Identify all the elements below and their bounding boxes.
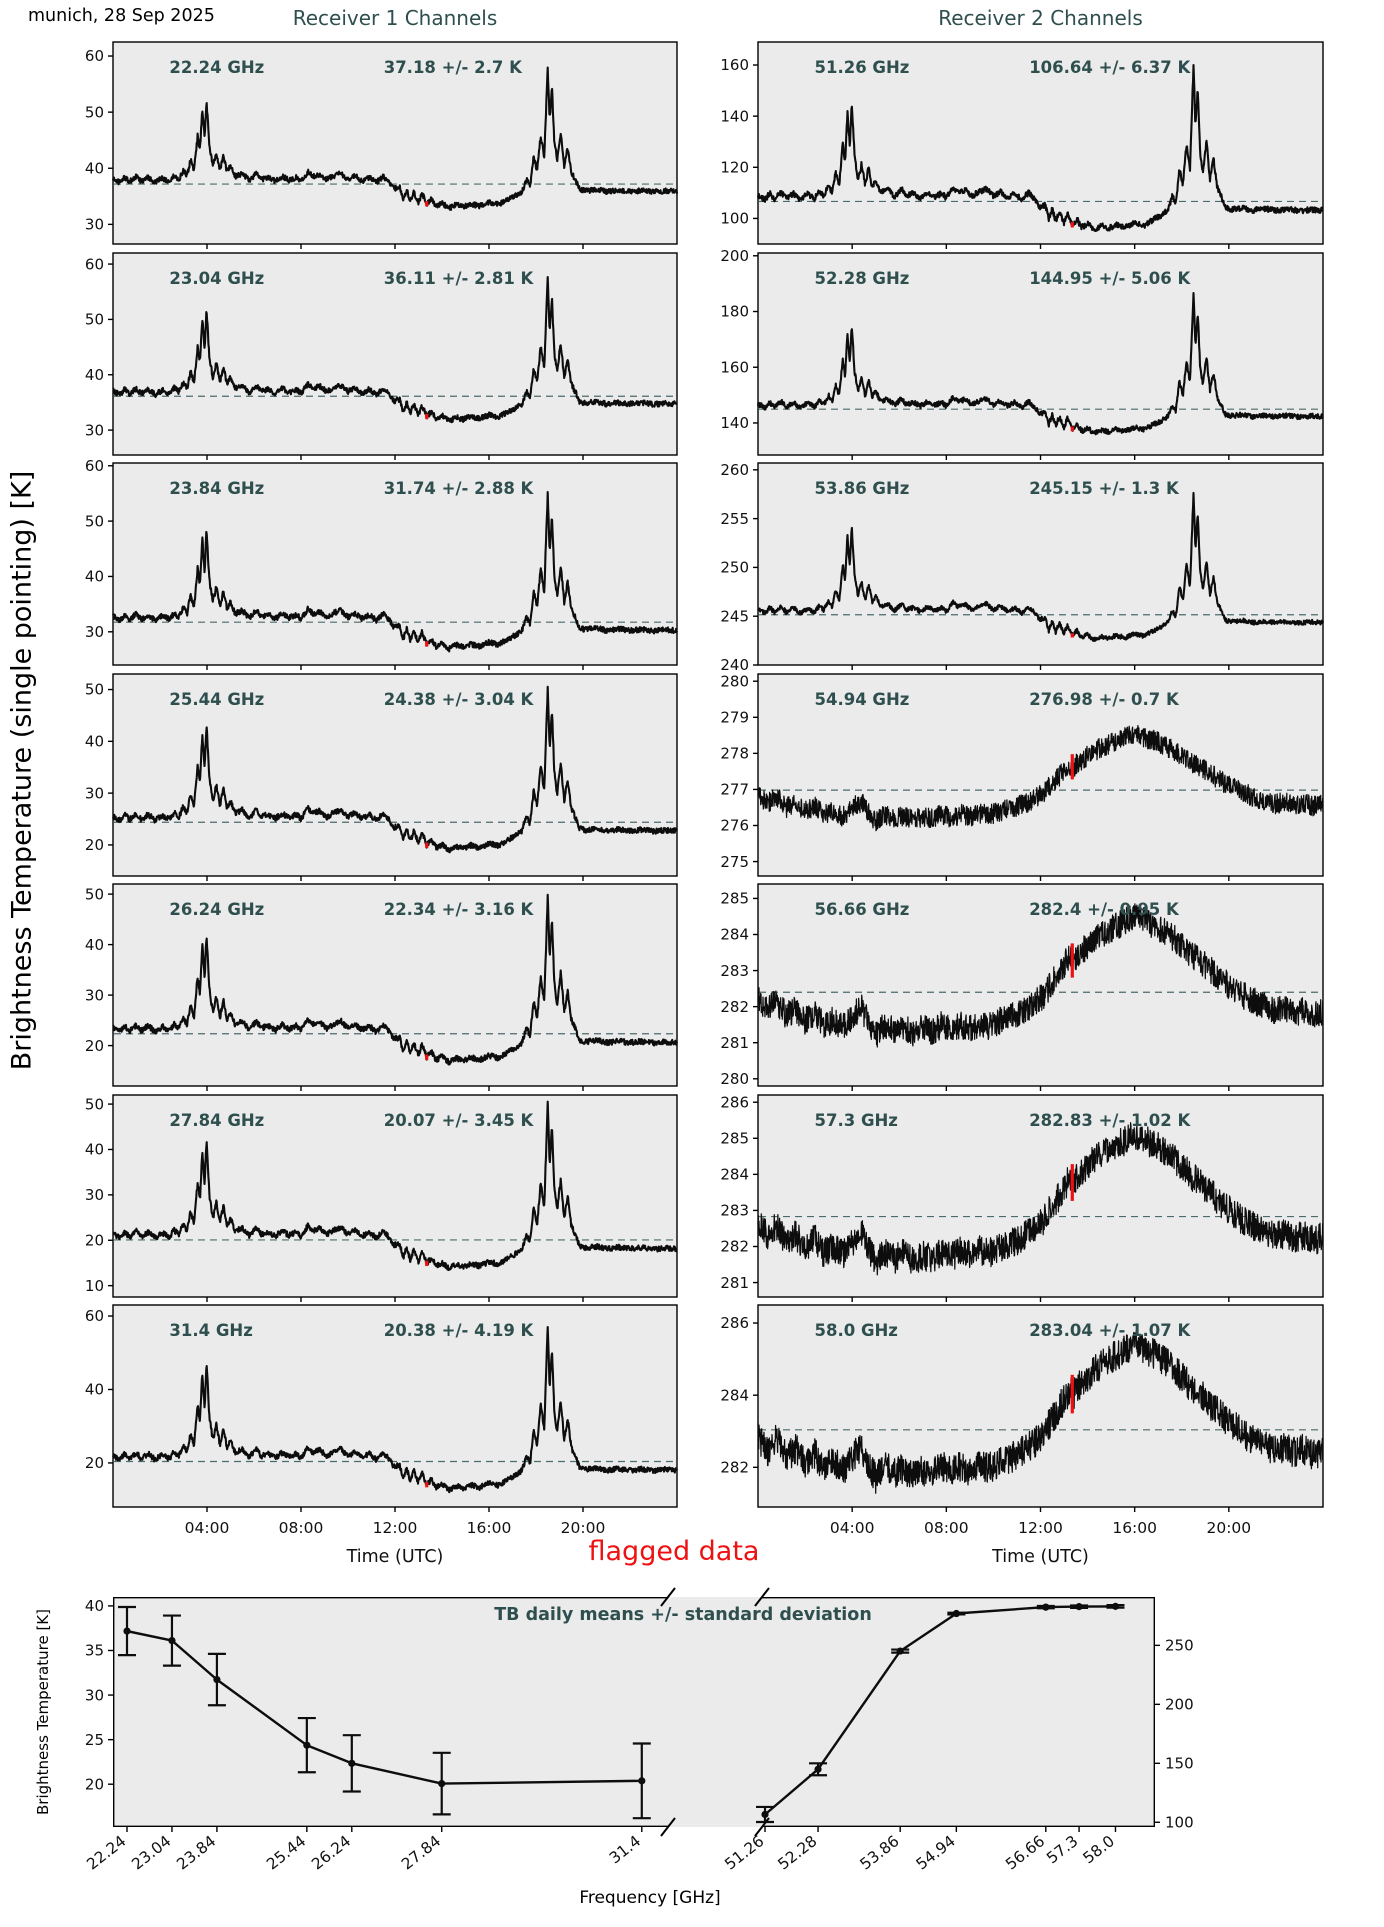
channel-mean-std-label: 245.15 +/- 1.3 K bbox=[1029, 479, 1179, 498]
channel-frequency-label: 23.04 GHz bbox=[169, 268, 265, 288]
svg-text:285: 285 bbox=[720, 889, 749, 908]
svg-text:23.04: 23.04 bbox=[128, 1831, 175, 1874]
svg-text:50: 50 bbox=[84, 512, 104, 531]
svg-text:30: 30 bbox=[84, 1686, 104, 1705]
timeseries-panel-52.28-GHz bbox=[720, 246, 1323, 455]
channel-frequency-label: 27.84 GHz bbox=[169, 1110, 265, 1130]
svg-text:26.24: 26.24 bbox=[308, 1831, 355, 1874]
channel-mean-std-label: 282.83 +/- 1.02 K bbox=[1029, 1110, 1191, 1130]
svg-text:282: 282 bbox=[720, 997, 749, 1016]
svg-text:275: 275 bbox=[720, 852, 749, 871]
svg-text:56.66: 56.66 bbox=[1002, 1831, 1049, 1874]
svg-text:60: 60 bbox=[84, 456, 104, 475]
svg-text:16:00: 16:00 bbox=[466, 1519, 512, 1537]
svg-text:40: 40 bbox=[84, 365, 104, 384]
channel-frequency-label: 51.26 GHz bbox=[814, 58, 910, 77]
channel-frequency-label: 22.24 GHz bbox=[169, 58, 265, 77]
svg-text:60: 60 bbox=[84, 1307, 104, 1326]
timeseries-panel-58.0-GHz bbox=[720, 1305, 1323, 1567]
svg-text:100: 100 bbox=[720, 209, 749, 228]
svg-text:200: 200 bbox=[1165, 1695, 1194, 1714]
svg-text:282: 282 bbox=[720, 1237, 749, 1256]
channel-mean-std-label: 20.38 +/- 4.19 K bbox=[383, 1321, 534, 1340]
svg-text:57.3: 57.3 bbox=[1043, 1831, 1082, 1868]
svg-text:40: 40 bbox=[84, 732, 104, 751]
svg-text:40: 40 bbox=[84, 1597, 104, 1616]
svg-text:140: 140 bbox=[720, 413, 749, 432]
summary-y-axis-label: Brightness Temperature [K] bbox=[34, 1609, 52, 1815]
svg-text:284: 284 bbox=[720, 925, 749, 944]
channel-mean-std-label: 24.38 +/- 3.04 K bbox=[383, 689, 534, 709]
svg-text:282: 282 bbox=[720, 1458, 749, 1477]
svg-text:30: 30 bbox=[84, 986, 104, 1005]
channel-frequency-label: 31.4 GHz bbox=[169, 1321, 253, 1340]
channel-mean-std-label: 144.95 +/- 5.06 K bbox=[1029, 268, 1191, 288]
svg-text:283: 283 bbox=[720, 961, 749, 980]
svg-text:23.84: 23.84 bbox=[173, 1831, 220, 1874]
svg-text:22.24: 22.24 bbox=[83, 1831, 130, 1874]
svg-text:35: 35 bbox=[84, 1641, 104, 1660]
channel-mean-std-label: 36.11 +/- 2.81 K bbox=[383, 268, 534, 288]
svg-text:150: 150 bbox=[1165, 1754, 1194, 1773]
svg-text:50: 50 bbox=[84, 310, 104, 329]
channel-frequency-label: 58.0 GHz bbox=[814, 1321, 898, 1340]
svg-text:50: 50 bbox=[84, 103, 104, 122]
svg-text:240: 240 bbox=[720, 656, 749, 675]
summary-chart-title: TB daily means +/- standard deviation bbox=[494, 1605, 872, 1625]
channel-frequency-label: 54.94 GHz bbox=[814, 689, 910, 709]
svg-text:20: 20 bbox=[84, 835, 104, 854]
svg-text:120: 120 bbox=[720, 158, 749, 177]
timeseries-panel-51.26-GHz bbox=[720, 42, 1323, 244]
svg-text:60: 60 bbox=[84, 47, 104, 66]
receiver2-title: Receiver 2 Channels bbox=[938, 6, 1143, 30]
svg-text:40: 40 bbox=[84, 159, 104, 178]
svg-text:40: 40 bbox=[84, 1140, 104, 1159]
svg-text:40: 40 bbox=[84, 567, 104, 586]
channel-mean-std-label: 20.07 +/- 3.45 K bbox=[383, 1110, 534, 1130]
svg-text:250: 250 bbox=[720, 558, 749, 577]
svg-text:20: 20 bbox=[84, 1230, 104, 1249]
svg-text:31.4: 31.4 bbox=[605, 1831, 645, 1868]
svg-text:160: 160 bbox=[720, 56, 749, 75]
svg-text:278: 278 bbox=[720, 744, 749, 763]
svg-text:284: 284 bbox=[720, 1165, 749, 1184]
svg-text:52.28: 52.28 bbox=[774, 1831, 821, 1874]
svg-text:180: 180 bbox=[720, 302, 749, 321]
svg-text:16:00: 16:00 bbox=[1112, 1519, 1158, 1537]
svg-text:20: 20 bbox=[84, 1775, 104, 1794]
svg-text:281: 281 bbox=[720, 1273, 749, 1292]
svg-text:30: 30 bbox=[84, 215, 104, 234]
timeseries-panel-56.66-GHz bbox=[720, 884, 1323, 1088]
svg-text:250: 250 bbox=[1165, 1636, 1194, 1655]
channel-mean-std-label: 283.04 +/- 1.07 K bbox=[1029, 1321, 1191, 1340]
svg-text:50: 50 bbox=[84, 885, 104, 904]
timeseries-panel-23.04-GHz bbox=[84, 253, 677, 455]
channel-frequency-label: 23.84 GHz bbox=[169, 479, 265, 498]
svg-text:53.86: 53.86 bbox=[856, 1831, 903, 1874]
summary-chart-svg bbox=[83, 1597, 1194, 1874]
svg-text:51.26: 51.26 bbox=[721, 1831, 768, 1874]
channel-mean-std-label: 282.4 +/- 0.95 K bbox=[1029, 900, 1179, 919]
svg-text:20:00: 20:00 bbox=[560, 1519, 606, 1537]
timeseries-panel-26.24-GHz bbox=[84, 884, 677, 1086]
channel-mean-std-label: 37.18 +/- 2.7 K bbox=[383, 58, 522, 77]
channel-frequency-label: 52.28 GHz bbox=[814, 268, 910, 288]
svg-text:286: 286 bbox=[720, 1314, 749, 1333]
shared-y-axis-label: Brightness Temperature (single pointing) [K] bbox=[6, 470, 38, 1070]
svg-text:25: 25 bbox=[84, 1730, 104, 1749]
svg-text:20:00: 20:00 bbox=[1206, 1519, 1252, 1537]
svg-text:245: 245 bbox=[720, 607, 749, 626]
timeseries-panel-54.94-GHz bbox=[720, 671, 1323, 876]
svg-text:10: 10 bbox=[84, 1276, 104, 1295]
flagged-data-label: flagged data bbox=[588, 1536, 760, 1567]
svg-text:04:00: 04:00 bbox=[184, 1519, 230, 1537]
timeseries-panel-25.44-GHz bbox=[84, 674, 677, 876]
frequency-x-axis-label: Frequency [GHz] bbox=[579, 1888, 721, 1908]
svg-text:50: 50 bbox=[84, 1094, 104, 1113]
channel-frequency-label: 56.66 GHz bbox=[814, 900, 910, 919]
svg-text:284: 284 bbox=[720, 1386, 749, 1405]
svg-text:283: 283 bbox=[720, 1201, 749, 1220]
channel-frequency-label: 57.3 GHz bbox=[814, 1110, 898, 1130]
channel-frequency-label: 25.44 GHz bbox=[169, 689, 265, 709]
channel-mean-std-label: 276.98 +/- 0.7 K bbox=[1029, 689, 1179, 709]
time-axis-label: Time (UTC) bbox=[346, 1547, 444, 1567]
svg-text:100: 100 bbox=[1165, 1813, 1194, 1832]
channel-frequency-label: 53.86 GHz bbox=[814, 479, 910, 498]
svg-text:08:00: 08:00 bbox=[923, 1519, 969, 1537]
svg-text:20: 20 bbox=[84, 1036, 104, 1055]
svg-text:286: 286 bbox=[720, 1092, 749, 1111]
svg-text:281: 281 bbox=[720, 1033, 749, 1052]
svg-text:277: 277 bbox=[720, 780, 749, 799]
svg-text:30: 30 bbox=[84, 1185, 104, 1204]
timeseries-panel-23.84-GHz bbox=[84, 456, 677, 665]
svg-text:30: 30 bbox=[84, 783, 104, 802]
svg-text:60: 60 bbox=[84, 254, 104, 273]
svg-text:04:00: 04:00 bbox=[829, 1519, 875, 1537]
svg-text:12:00: 12:00 bbox=[372, 1519, 418, 1537]
svg-text:40: 40 bbox=[84, 1380, 104, 1399]
svg-text:260: 260 bbox=[720, 461, 749, 480]
svg-text:140: 140 bbox=[720, 107, 749, 126]
timeseries-panel-57.3-GHz bbox=[720, 1092, 1323, 1297]
channel-mean-std-label: 31.74 +/- 2.88 K bbox=[383, 479, 534, 498]
channel-mean-std-label: 22.34 +/- 3.16 K bbox=[383, 900, 534, 919]
svg-text:285: 285 bbox=[720, 1128, 749, 1147]
channel-mean-std-label: 106.64 +/- 6.37 K bbox=[1029, 58, 1191, 77]
receiver1-title: Receiver 1 Channels bbox=[292, 6, 498, 30]
svg-text:54.94: 54.94 bbox=[912, 1831, 959, 1874]
svg-text:30: 30 bbox=[84, 622, 104, 641]
svg-text:50: 50 bbox=[84, 680, 104, 699]
timeseries-panel-22.24-GHz bbox=[84, 42, 677, 244]
timeseries-panel-53.86-GHz bbox=[720, 461, 1323, 675]
svg-text:12:00: 12:00 bbox=[1018, 1519, 1063, 1537]
svg-text:20: 20 bbox=[84, 1454, 104, 1473]
svg-text:58.0: 58.0 bbox=[1079, 1831, 1118, 1868]
svg-text:40: 40 bbox=[84, 935, 104, 954]
svg-text:30: 30 bbox=[84, 420, 104, 439]
timeseries-panel-27.84-GHz bbox=[84, 1094, 677, 1297]
svg-text:279: 279 bbox=[720, 707, 749, 726]
svg-text:255: 255 bbox=[720, 509, 749, 528]
svg-text:25.44: 25.44 bbox=[263, 1831, 310, 1874]
channel-frequency-label: 26.24 GHz bbox=[169, 900, 265, 919]
time-axis-label: Time (UTC) bbox=[992, 1547, 1089, 1567]
svg-text:160: 160 bbox=[720, 357, 749, 376]
svg-text:27.84: 27.84 bbox=[398, 1831, 445, 1874]
svg-text:280: 280 bbox=[720, 671, 749, 690]
svg-text:276: 276 bbox=[720, 816, 749, 835]
plot-date-location: munich, 28 Sep 2025 bbox=[28, 6, 215, 26]
svg-text:08:00: 08:00 bbox=[278, 1519, 324, 1537]
svg-text:280: 280 bbox=[720, 1069, 749, 1088]
svg-text:200: 200 bbox=[720, 246, 749, 265]
